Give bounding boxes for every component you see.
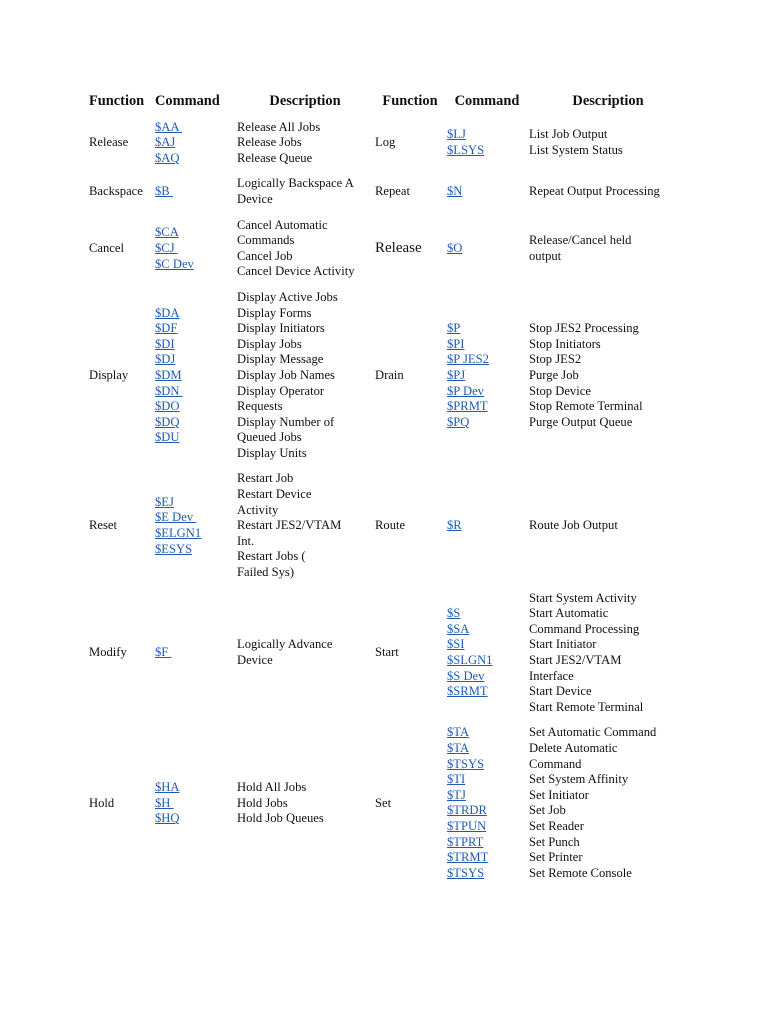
command-cell — [154, 213, 236, 285]
command-line — [447, 669, 527, 685]
command-line — [155, 430, 235, 446]
function-cell: Hold — [89, 795, 115, 810]
command-link[interactable]: $N — [447, 184, 463, 199]
header-command-1: Command — [155, 93, 220, 109]
command-line — [447, 835, 527, 851]
description-line: Cancel Device Activity — [237, 264, 355, 279]
function-cell: Cancel — [89, 240, 124, 255]
command-cell — [154, 466, 236, 585]
description-line: Repeat Output Processing — [529, 184, 660, 199]
description-line: Stop Remote Terminal — [529, 399, 643, 414]
command-cell — [154, 720, 236, 886]
description-line: Hold Job Queues — [237, 811, 324, 826]
description-cell — [236, 586, 374, 721]
command-line — [447, 321, 527, 337]
command-line — [155, 321, 235, 337]
command-cell — [154, 115, 236, 172]
command-link[interactable]: $S Dev — [447, 668, 485, 683]
description-line: Display Jobs — [237, 336, 302, 351]
command-line — [447, 772, 527, 788]
description-cell — [528, 115, 688, 172]
table-row — [88, 466, 688, 585]
description-cell — [236, 115, 374, 172]
description-line: Device — [237, 653, 273, 667]
command-line — [155, 796, 235, 812]
command-line — [155, 780, 235, 796]
command-link[interactable]: $CA — [155, 225, 179, 240]
description-line: Restart Jobs ( — [237, 549, 306, 564]
command-line — [447, 184, 527, 200]
command-line — [447, 684, 527, 700]
command-line — [155, 135, 235, 151]
description-line: Start Automatic — [529, 606, 609, 621]
command-link[interactable]: $P — [447, 321, 461, 336]
function-cell: Display — [89, 367, 129, 382]
command-link[interactable]: $TA — [447, 725, 470, 740]
header-function-2: Function — [382, 93, 438, 109]
description-line: Restart Device — [237, 487, 312, 502]
command-line — [447, 741, 527, 757]
description-line: output — [529, 248, 562, 263]
command-link[interactable]: $TSYS — [447, 756, 485, 771]
header-row — [88, 92, 688, 115]
description-line: List System Status — [529, 142, 623, 157]
description-line: Command Processing — [529, 621, 640, 636]
command-link[interactable]: $P JES2 — [447, 352, 489, 367]
function-cell: Reset — [89, 518, 117, 533]
command-line — [155, 352, 235, 368]
command-link[interactable]: $LJ — [447, 127, 466, 142]
description-line: Display Job Names — [237, 367, 335, 382]
command-line — [447, 757, 527, 773]
description-line: Start Initiator — [529, 637, 597, 652]
command-line — [447, 788, 527, 804]
table-row — [88, 586, 688, 721]
command-line — [155, 368, 235, 384]
command-line — [447, 337, 527, 353]
command-line — [155, 384, 235, 400]
description-cell — [236, 285, 374, 467]
description-line: Display Forms — [237, 305, 312, 320]
command-link[interactable]: $LSYS — [447, 142, 485, 157]
function-cell: Drain — [375, 367, 404, 382]
description-line: Purge Job — [529, 367, 579, 382]
command-link[interactable]: $C Dev — [155, 256, 194, 271]
description-line: Set Remote Console — [529, 865, 632, 880]
command-link[interactable]: $S — [447, 606, 461, 621]
command-cell — [446, 171, 528, 212]
command-link[interactable]: $O — [447, 240, 463, 255]
command-cell — [154, 285, 236, 467]
command-line — [155, 241, 235, 257]
command-cell — [446, 285, 528, 467]
description-line: Display Active Jobs — [237, 289, 338, 304]
description-line: Set Automatic Command — [529, 725, 657, 740]
description-line: Start System Activity — [529, 590, 637, 605]
description-cell — [236, 720, 374, 886]
command-line — [155, 526, 235, 542]
description-line: Device — [237, 191, 273, 206]
description-line: Logically Advance — [237, 637, 333, 652]
table-row — [88, 720, 688, 886]
function-cell: Backspace — [89, 184, 143, 199]
description-line: Stop Device — [529, 383, 591, 398]
description-cell — [236, 171, 374, 212]
description-line: Requests — [237, 399, 283, 414]
command-line — [447, 653, 527, 669]
command-line — [447, 725, 527, 741]
command-link[interactable]: $AA — [155, 119, 182, 134]
function-cell: Log — [375, 135, 396, 150]
header-description-2: Description — [572, 93, 644, 109]
command-line — [447, 241, 527, 257]
description-line: Command — [529, 756, 582, 771]
command-link[interactable]: $TRDR — [447, 803, 487, 818]
command-link[interactable]: $DQ — [155, 414, 180, 429]
description-line: Purge Output Queue — [529, 414, 633, 429]
command-link[interactable]: $ESYS — [155, 541, 193, 556]
description-line: Restart Job — [237, 471, 294, 486]
description-line: Set Job — [529, 803, 566, 818]
command-link[interactable]: $TSYS — [447, 865, 485, 880]
description-cell — [528, 213, 688, 285]
command-line — [447, 850, 527, 866]
description-line: Release Queue — [237, 150, 313, 165]
command-line — [155, 225, 235, 241]
command-link[interactable]: $PQ — [447, 414, 470, 429]
command-line — [447, 622, 527, 638]
command-link[interactable]: $SRMT — [447, 684, 488, 699]
table-row — [88, 285, 688, 467]
description-cell — [236, 213, 374, 285]
command-link[interactable]: $P Dev — [447, 383, 484, 398]
command-cell — [446, 586, 528, 721]
description-cell — [528, 720, 688, 886]
command-line — [155, 495, 235, 511]
command-link[interactable]: $EJ — [155, 494, 174, 509]
command-line — [447, 819, 527, 835]
table-row — [88, 213, 688, 285]
function-cell: Release — [375, 239, 422, 256]
command-link[interactable]: $B — [155, 184, 173, 199]
description-line: Stop JES2 Processing — [529, 321, 639, 336]
command-cell — [446, 466, 528, 585]
command-link[interactable]: $SI — [447, 637, 465, 652]
command-line — [155, 542, 235, 558]
function-cell: Modify — [89, 645, 127, 660]
description-line: Int. — [237, 533, 255, 548]
command-line — [447, 399, 527, 415]
description-line: Queued Jobs — [237, 430, 302, 445]
description-line: Interface — [529, 668, 574, 683]
command-link[interactable]: $DN — [155, 383, 183, 398]
command-link[interactable]: $CJ — [155, 240, 178, 255]
header-description-1: Description — [269, 93, 341, 109]
table-row — [88, 115, 688, 172]
description-line: Delete Automatic — [529, 740, 618, 755]
function-cell: Start — [375, 645, 399, 660]
command-link[interactable]: $E Dev — [155, 510, 197, 525]
command-line — [155, 306, 235, 322]
command-line — [447, 143, 527, 159]
description-line: Set System Affinity — [529, 772, 629, 787]
description-line: Hold Jobs — [237, 795, 288, 810]
description-line: List Job Output — [529, 127, 608, 142]
description-cell — [528, 171, 688, 212]
command-line — [447, 606, 527, 622]
command-link[interactable]: $TA — [447, 740, 470, 755]
description-line: Hold All Jobs — [237, 779, 307, 794]
command-line — [447, 866, 527, 882]
function-cell: Release — [89, 135, 129, 150]
function-cell: Route — [375, 518, 406, 533]
command-link[interactable]: $R — [447, 518, 462, 533]
description-line: Display Units — [237, 445, 307, 460]
description-line: Stop Initiators — [529, 336, 601, 351]
description-cell — [528, 466, 688, 585]
description-line: Activity — [237, 502, 279, 517]
description-line: Release All Jobs — [237, 119, 321, 134]
command-line — [155, 151, 235, 167]
command-line — [155, 337, 235, 353]
command-line — [155, 645, 235, 661]
description-line: Stop JES2 — [529, 352, 582, 367]
command-cell — [446, 720, 528, 886]
command-cell — [154, 171, 236, 212]
description-line: Failed Sys) — [237, 565, 295, 580]
command-line — [447, 352, 527, 368]
command-link[interactable]: $DA — [155, 305, 180, 320]
command-link[interactable]: $DF — [155, 321, 178, 336]
command-line — [447, 518, 527, 534]
command-link[interactable]: $DU — [155, 430, 180, 445]
description-line: Display Initiators — [237, 321, 325, 336]
description-line: Start Remote Terminal — [529, 699, 644, 714]
table-body — [88, 115, 688, 887]
command-link[interactable]: $F — [155, 645, 172, 660]
command-line — [447, 368, 527, 384]
header-function-1: Function — [89, 93, 145, 109]
description-line: Start Device — [529, 684, 592, 699]
description-line: Set Reader — [529, 818, 584, 833]
command-link[interactable]: $HQ — [155, 811, 180, 826]
description-line: Start JES2/VTAM — [529, 653, 622, 667]
description-line: Set Printer — [529, 850, 583, 865]
command-link[interactable]: $DO — [155, 399, 180, 414]
description-line: Release Jobs — [237, 135, 302, 150]
description-line: Display Number of — [237, 414, 335, 429]
command-link[interactable]: $PJ — [447, 367, 466, 382]
command-line — [447, 384, 527, 400]
command-link[interactable]: $TPRT — [447, 834, 484, 849]
table-row — [88, 171, 688, 212]
command-line — [447, 415, 527, 431]
command-line — [155, 510, 235, 526]
command-link[interactable]: $TI — [447, 772, 466, 787]
command-cell — [154, 586, 236, 721]
command-line — [155, 415, 235, 431]
description-line: Commands — [237, 233, 295, 248]
description-line: Restart JES2/VTAM — [237, 518, 342, 533]
command-link[interactable]: $AQ — [155, 150, 180, 165]
description-cell — [528, 285, 688, 467]
description-cell — [528, 586, 688, 721]
command-link[interactable]: $ELGN1 — [155, 526, 202, 541]
command-line — [155, 184, 235, 200]
command-line — [447, 637, 527, 653]
command-link[interactable]: $SA — [447, 621, 470, 636]
command-line — [447, 127, 527, 143]
command-line — [155, 120, 235, 136]
command-link[interactable]: $DI — [155, 336, 175, 351]
description-line: Cancel Job — [237, 248, 293, 263]
command-link[interactable]: $PRMT — [447, 399, 488, 414]
command-line — [155, 811, 235, 827]
command-link[interactable]: $TJ — [447, 787, 466, 802]
description-line: Route Job Output — [529, 518, 618, 533]
command-link[interactable]: $DJ — [155, 352, 176, 367]
description-cell — [236, 466, 374, 585]
command-line — [155, 399, 235, 415]
command-link[interactable]: $HA — [155, 779, 180, 794]
command-link[interactable]: $PI — [447, 336, 465, 351]
description-line: Set Punch — [529, 834, 580, 849]
description-line: Release/Cancel held — [529, 233, 632, 248]
command-cell — [446, 115, 528, 172]
command-link[interactable]: $SLGN1 — [447, 653, 493, 667]
function-cell: Repeat — [375, 184, 410, 199]
description-line: Set Initiator — [529, 787, 589, 802]
command-link[interactable]: $TRMT — [447, 850, 489, 865]
command-line — [447, 803, 527, 819]
command-cell — [446, 213, 528, 285]
command-link[interactable]: $DM — [155, 367, 182, 382]
description-line: Display Message — [237, 352, 324, 367]
description-line: Logically Backspace A — [237, 176, 354, 191]
command-line — [155, 257, 235, 273]
header-command-2: Command — [454, 93, 520, 109]
command-link[interactable]: $TPUN — [447, 818, 487, 833]
command-link[interactable]: $H — [155, 795, 174, 810]
description-line: Display Operator — [237, 383, 325, 398]
description-line: Cancel Automatic — [237, 217, 328, 232]
jes2-command-table — [88, 92, 688, 886]
command-link[interactable]: $AJ — [155, 135, 176, 150]
function-cell: Set — [375, 795, 392, 810]
